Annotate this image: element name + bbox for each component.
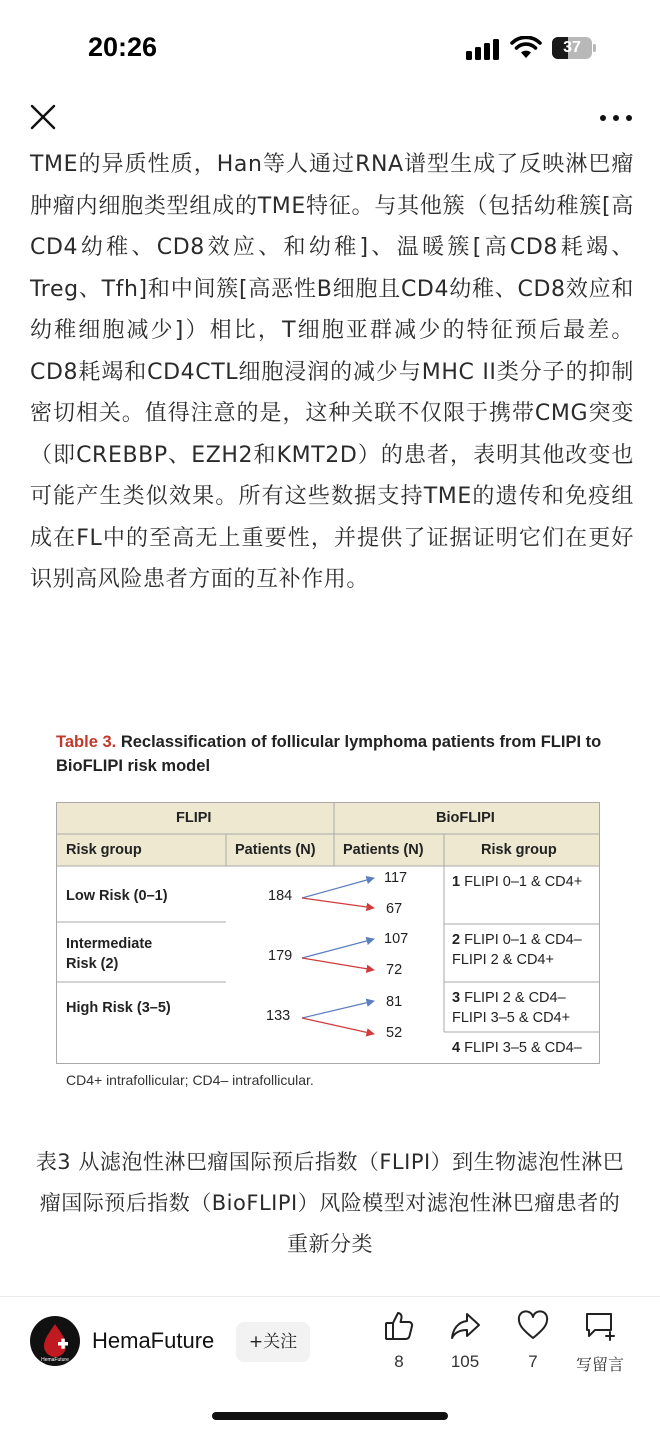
bio-row-2: 2 FLIPI 0–1 & CD4– <box>452 932 582 948</box>
home-indicator[interactable] <box>212 1412 448 1420</box>
comment-label: 写留言 <box>575 1355 624 1374</box>
split-row-3-down: 52 <box>386 1025 403 1041</box>
flipi-row-3-label: High Risk (3–5) <box>66 1000 171 1016</box>
header-flipi: FLIPI <box>176 810 212 826</box>
table-figure <box>56 730 604 1094</box>
bio-row-3: 3 FLIPI 2 & CD4– <box>452 990 566 1006</box>
status-bar <box>0 0 660 96</box>
thumbs-up-icon <box>383 1310 415 1342</box>
comment-icon <box>583 1310 617 1342</box>
status-time: 20:26 <box>88 32 158 62</box>
more-icon[interactable] <box>598 104 634 132</box>
bio-row-3-line-2: FLIPI 3–5 & CD4+ <box>452 1010 571 1026</box>
heart-icon <box>517 1310 549 1342</box>
arrow-up-3 <box>302 1001 374 1018</box>
figure-title <box>56 730 604 778</box>
close-icon[interactable] <box>28 102 58 132</box>
flipi-row-1-label: Low Risk (0–1) <box>66 888 168 904</box>
header-patients-left: Patients (N) <box>235 842 316 858</box>
flipi-row-3-total: 133 <box>266 1008 291 1024</box>
favorite-count: 7 <box>528 1352 538 1371</box>
wifi-icon <box>510 36 542 60</box>
favorite-button[interactable] <box>498 1310 568 1376</box>
split-row-2-down: 72 <box>386 962 403 978</box>
share-icon <box>449 1310 481 1342</box>
arrow-up-2 <box>302 939 374 958</box>
signal-icon <box>466 38 502 60</box>
figure-note: CD4+ intrafollicular; CD4– intrafollicular. <box>66 1072 314 1088</box>
header-risk-group-right: Risk group <box>481 842 557 858</box>
arrow-down-3 <box>302 1018 374 1034</box>
flipi-row-2-label-2: Risk (2) <box>66 956 119 972</box>
arrow-up-1 <box>302 878 374 898</box>
bio-row-1: 1 FLIPI 0–1 & CD4+ <box>452 874 583 890</box>
split-row-1-up: 117 <box>384 870 408 886</box>
flipi-row-2-total: 179 <box>268 948 293 964</box>
article-paragraph: TME的异质性质，Han等人通过RNA谱型生成了反映淋巴瘤肿瘤内细胞类型组成的TME特征。与其他簇（包括幼稚簇[高CD4幼稚、CD8效应、和幼稚]、温暖簇[高CD8耗竭、Treg、Tfh]和中间簇[高恶性B细胞且CD4幼稚、CD8效应和幼稚细胞减少]）相比，T细胞亚群减少的特征预后最差。CD8耗竭和CD4CTL细胞浸润的减少与MHC II类分子的抑制密切相关。值得注意的是，这种关联不仅限于携带CMG突变（即CREBBP、EZH2和KMT2D）的患者，表明其他改变也可能产生类似效果。所有这些数据支持TME的遗传和免疫组成在FL中的至高无上重要性，并提供了证据证明它们在更好识别高风险患者方面的互补作用。 <box>30 152 634 592</box>
bio-row-2-line-2: FLIPI 2 & CD4+ <box>452 952 554 968</box>
bio-row-4: 4 FLIPI 3–5 & CD4– <box>452 1040 582 1056</box>
arrow-down-1 <box>302 898 374 908</box>
comment-button[interactable] <box>565 1310 635 1376</box>
avatar[interactable] <box>30 1316 80 1366</box>
battery-level: 37 <box>563 39 581 56</box>
split-row-1-down: 67 <box>386 901 403 917</box>
share-button[interactable] <box>430 1310 500 1376</box>
share-count: 105 <box>450 1352 480 1371</box>
battery-icon <box>552 37 596 59</box>
header-bioflipi: BioFLIPI <box>436 810 495 826</box>
flipi-row-1-total: 184 <box>268 888 293 904</box>
arrow-down-2 <box>302 958 374 970</box>
flipi-row-2-label: Intermediate <box>66 936 153 952</box>
split-row-2-up: 107 <box>384 931 409 947</box>
bottom-divider <box>0 1296 660 1297</box>
split-row-3-up: 81 <box>386 994 403 1010</box>
follow-button[interactable]: +关注 <box>236 1322 310 1362</box>
figure-title-prefix: Table 3. <box>56 733 117 751</box>
author-name[interactable]: HemaFuture <box>92 1328 215 1353</box>
reclassification-table <box>56 802 600 1064</box>
figure-caption: 表3 从滤泡性淋巴瘤国际预后指数（FLIPI）到生物滤泡性淋巴瘤国际预后指数（BioFLIPI）风险模型对滤泡性淋巴瘤患者的重新分类 <box>35 1150 625 1256</box>
svg-text:HemaFuture: HemaFuture <box>41 1357 69 1363</box>
figure-title-text: Reclassification of follicular lymphoma patients from FLIPI to BioFLIPI risk model <box>56 733 602 775</box>
like-count: 8 <box>394 1352 404 1371</box>
header-patients-right: Patients (N) <box>343 842 424 858</box>
avatar-logo-icon <box>30 1316 80 1366</box>
header-risk-group: Risk group <box>66 842 142 858</box>
like-button[interactable] <box>364 1310 434 1376</box>
